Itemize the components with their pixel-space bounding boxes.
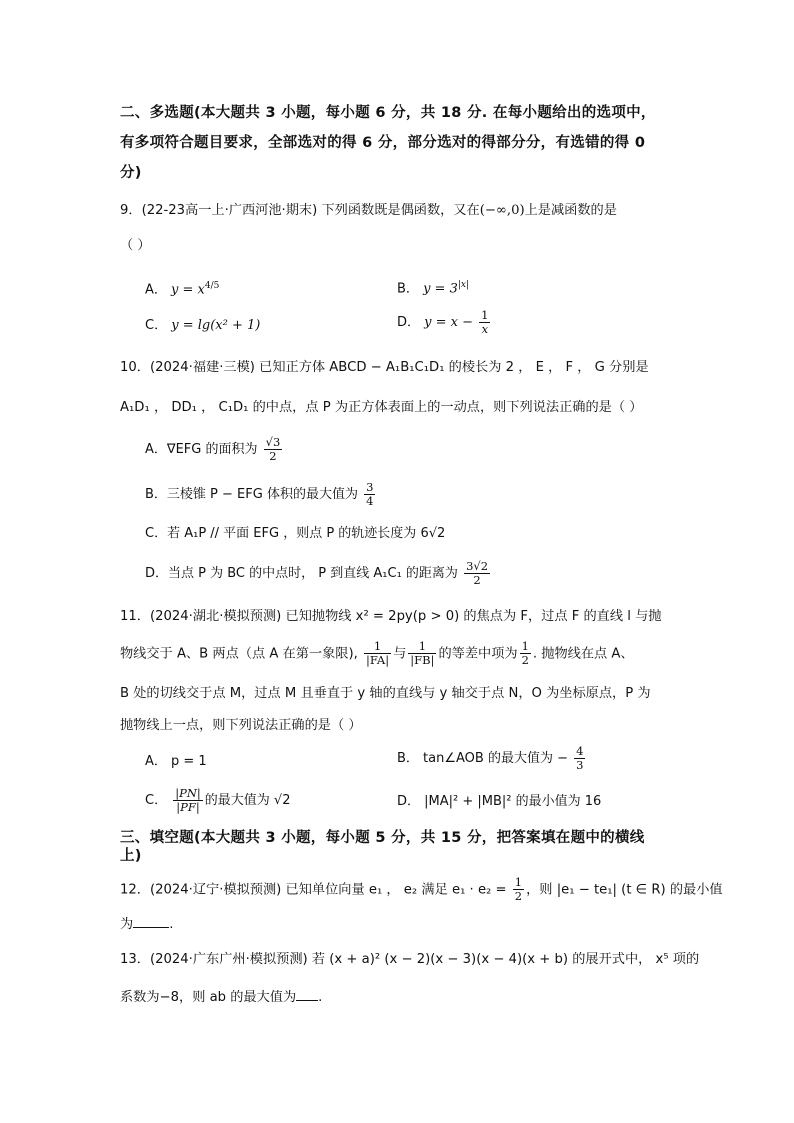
q10-option-a[interactable]	[145, 436, 284, 463]
q11-option-a[interactable]: A． p = 1	[145, 754, 207, 769]
section3-heading-line1: 三、填空题(本大题共 3 小题，每小题 5 分，共 15 分，把答案填在题中的横线	[120, 830, 645, 846]
q9-interval: (−∞,0)	[479, 203, 525, 218]
q12-stem-a: 12．(2024·辽宁·模拟预测) 已知单位向量 e₁ ， e₂ 满足 e₁ · e₂ =	[120, 882, 507, 898]
q11-fraction-half: $\frac{1}{2}$	[521, 639, 529, 667]
q10-option-b-text: B．三棱锥 P − EFG 体积的最大值为	[145, 487, 358, 502]
section2-heading-line1: 二、多选题(本大题共 3 小题，每小题 6 分，共 18 分. 在每小题给出的选项中，	[120, 105, 656, 121]
q11-stem-line4: 抛物线上一点，则下列说法正确的是（ ）	[120, 718, 362, 733]
q11-stem-line1: 11．(2024·湖北·模拟预测) 已知抛物线 x² = 2py(p > 0) 的焦点为 F，过点 F 的直线 l 与抛	[120, 609, 662, 624]
q10-stem-line1: 10．(2024·福建·三模) 已知正方体 ABCD − A₁B₁C₁D₁ 的棱长为 2 ， E ， F ， G 分别是	[120, 360, 649, 375]
q9-option-a-exponent: 4/5	[204, 281, 220, 291]
q9-option-c-formula: y = lg(x² + 1)	[171, 318, 261, 333]
q10-option-b[interactable]	[145, 481, 377, 508]
q13-stem-line2: 系数为−8，则 ab 的最大值为 .	[120, 990, 323, 1005]
q9-option-a-formula: y = x	[171, 282, 205, 298]
q11-fraction-fa: $\frac{1}{|FA|}$	[366, 639, 390, 667]
q12-answer-blank[interactable]	[133, 915, 169, 928]
q11-stem-line2-d: . 抛物线在点 A、	[532, 646, 634, 662]
q10-option-a-fraction: $\frac{√3}{2}$	[265, 435, 281, 463]
q12-fraction-half: $\frac{1}{2}$	[514, 875, 523, 903]
q11-stem-line2-a: 物线交于 A、B 两点（点 A 在第一象限),	[120, 646, 358, 662]
q9-stem	[120, 201, 617, 221]
q9-option-a-label: A．	[145, 282, 167, 298]
q9-stem-text: 9．(22-23高一上·广西河池·期末) 下列函数既是偶函数，又在	[120, 203, 480, 218]
q11-stem-line3: B 处的切线交于点 M，过点 M 且垂直于 y 轴的直线与 y 轴交于点 N，O 为坐标原点，P 为	[120, 686, 651, 701]
q9-option-d-fraction: $\frac{1}{x}$	[481, 308, 489, 336]
q11-option-c-label: C．	[145, 793, 168, 808]
section2-heading-line2: 有多项符合题目要求，全部选对的得 6 分，部分选对的得部分分，有选错的得 0	[120, 135, 646, 151]
q11-option-c[interactable]	[145, 787, 290, 814]
q12-stem-end: 为	[120, 917, 134, 932]
q11-option-b-text: B． tan∠AOB 的最大值为 −	[397, 751, 568, 766]
q12-stem-line1	[120, 876, 723, 903]
q10-option-c[interactable]: C．若 A₁P // 平面 EFG ，则点 P 的轨迹长度为 6√2	[145, 526, 446, 541]
q9-option-b-formula: y = 3	[423, 281, 458, 297]
q10-option-d-text: D．当点 P 为 BC 的中点时， P 到直线 A₁C₁ 的距离为	[145, 566, 458, 581]
section2-heading-line3: 分)	[120, 165, 142, 181]
q9-option-d[interactable]	[397, 309, 492, 336]
q11-option-b-fraction: $\frac{4}{3}$	[576, 744, 584, 772]
q11-stem-line2-c: 的等差中项为	[438, 646, 518, 662]
q10-option-d[interactable]	[145, 560, 492, 587]
q9-option-a[interactable]	[145, 276, 219, 300]
q9-option-d-formula: y = x −	[424, 315, 474, 330]
q11-stem-line2	[120, 640, 634, 667]
q11-fraction-fb: $\frac{1}{|FB|}$	[410, 639, 435, 667]
q10-option-b-fraction: $\frac{3}{4}$	[366, 480, 374, 508]
q13-stem-line1: 13．(2024·广东广州·模拟预测) 若 (x + a)² (x − 2)(x − 3)(x − 4)(x + b) 的展开式中， x⁵ 项的	[120, 952, 700, 967]
q12-stem-b: ，则 |e₁ − te₁| (t ∈ R) 的最小值	[526, 882, 723, 898]
q9-option-b-exponent: |x|	[457, 280, 469, 290]
q9-stem-end: 上是减函数的是	[524, 203, 617, 218]
q9-option-d-label: D．	[397, 315, 421, 330]
q11-option-d[interactable]: D． |MA|² + |MB|² 的最小值为 16	[397, 794, 602, 809]
q13-stem-end: 系数为−8，则 ab 的最大值为	[120, 990, 297, 1005]
q11-stem-line2-b: 与	[393, 646, 407, 662]
q13-answer-blank[interactable]	[296, 988, 318, 1001]
q9-option-b-label: B．	[397, 281, 419, 297]
q9-option-c-label: C．	[145, 318, 168, 333]
q9-option-c[interactable]	[145, 316, 260, 336]
q9-option-b[interactable]	[397, 275, 469, 299]
q12-stem-line2: 为 .	[120, 917, 174, 932]
q10-stem-line2: A₁D₁ ， DD₁ ， C₁D₁ 的中点，点 P 为正方体表面上的一动点，则下列说法正确的是（ ）	[120, 400, 643, 415]
q9-answer-paren: （ ）	[120, 238, 151, 253]
q10-option-a-text: A．∇EFG 的面积为	[145, 442, 258, 457]
q11-option-c-fraction: $\frac{|PN|}{|PF|}$	[175, 786, 201, 814]
q11-option-c-tail: 的最大值为 √2	[204, 793, 291, 808]
section3-heading-line2: 上)	[120, 848, 142, 864]
q10-option-d-fraction: $\frac{3√2}{2}$	[466, 559, 489, 587]
q11-option-b[interactable]	[397, 745, 587, 772]
